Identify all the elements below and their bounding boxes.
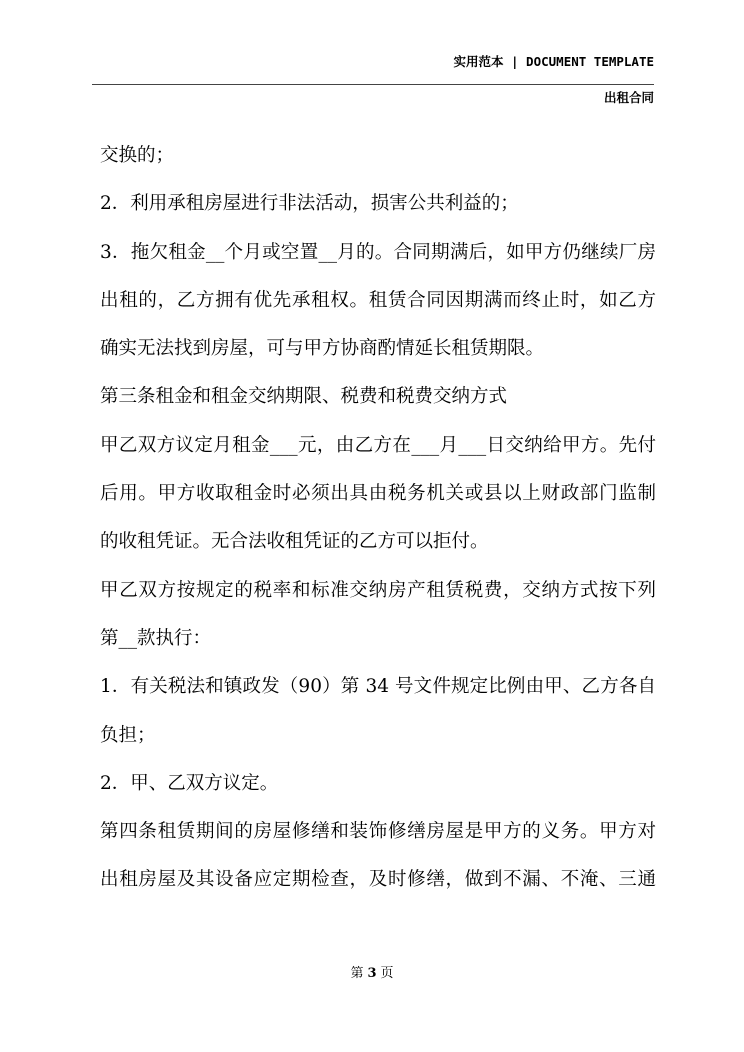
header-divider [92,84,654,85]
footer-suffix: 页 [380,966,394,981]
body-line: 后用。甲方收取租金时必须出具由税务机关或县以上财政部门监制 [100,483,656,505]
page-footer [0,962,744,981]
document-body [100,132,656,905]
page-number: 3 [367,966,377,981]
header-title: 实用范本 | DOCUMENT TEMPLATE [453,54,654,69]
section-heading: 第三条租金和租金交纳期限、税费和税费交纳方式 [100,386,508,408]
body-line: 甲乙双方议定月租金___元，由乙方在___月___日交纳给甲方。先付 [100,434,656,456]
body-line: 2．甲、乙双方议定。 [100,772,279,794]
body-line: 3．拖欠租金__个月或空置__月的。合同期满后，如甲方仍继续厂房 [100,241,656,263]
header-subtitle: 出租合同 [603,90,654,105]
body-line: 确实无法找到房屋，可与甲方协商酌情延长租赁期限。 [100,338,545,360]
body-line: 负担； [100,724,156,746]
body-line: 甲乙双方按规定的税率和标准交纳房产租赁税费，交纳方式按下列 [100,579,656,601]
body-line: 出租的，乙方拥有优先承租权。租赁合同因期满而终止时，如乙方 [100,289,656,311]
body-line: 出租房屋及其设备应定期检查，及时修缮，做到不漏、不淹、三通 [100,869,656,891]
body-line: 第__款执行： [100,627,212,649]
footer-prefix: 第 [350,966,364,981]
body-line: 的收租凭证。无合法收租凭证的乙方可以拒付。 [100,531,489,553]
body-line: 1．有关税法和镇政发（90）第 34 号文件规定比例由甲、乙方各自 [100,676,656,698]
body-line: 交换的； [100,145,175,166]
body-line: 2．利用承租房屋进行非法活动，损害公共利益的； [100,193,519,215]
body-line: 第四条租赁期间的房屋修缮和装饰修缮房屋是甲方的义务。甲方对 [100,821,656,843]
page-header [0,0,744,105]
